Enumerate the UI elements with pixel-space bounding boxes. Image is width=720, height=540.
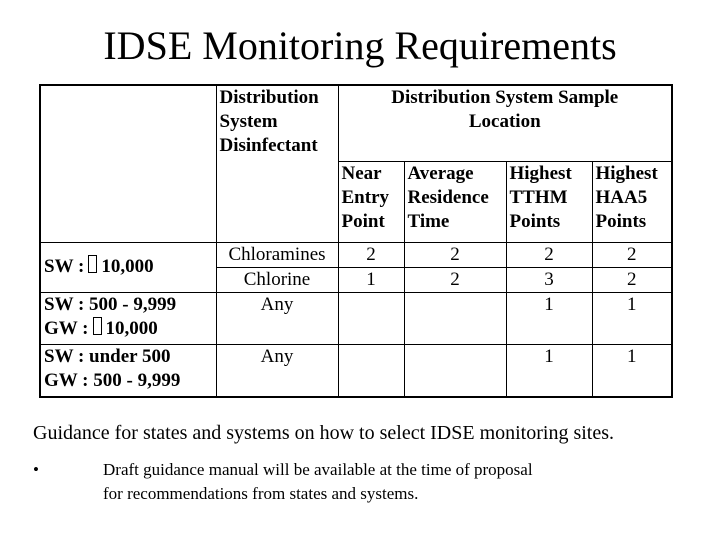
disinfectant-cell: Chloramines bbox=[216, 242, 338, 267]
header-line: Average bbox=[407, 163, 474, 185]
value-cell: 2 bbox=[506, 242, 592, 267]
header-line: Residence bbox=[407, 187, 489, 209]
system-size-cell bbox=[40, 345, 216, 397]
disinfectant-cell: Chlorine bbox=[216, 267, 338, 292]
value-cell: 2 bbox=[592, 267, 672, 292]
system-prefix: GW : bbox=[44, 318, 89, 340]
guidance-text: Guidance for states and systems on how to select IDSE monitoring sites. bbox=[33, 422, 615, 444]
disinfectant-cell: Any bbox=[216, 345, 338, 397]
header-line: Points bbox=[509, 211, 561, 233]
empty-corner-cell bbox=[40, 85, 216, 242]
near-entry-point-header bbox=[338, 162, 404, 242]
value-cell: 2 bbox=[404, 242, 506, 267]
disinfectant-cell: Any bbox=[216, 293, 338, 345]
value-cell: 1 bbox=[506, 345, 592, 397]
header-line: Points bbox=[595, 211, 647, 233]
value-cell: 1 bbox=[592, 293, 672, 345]
system-value: 10,000 bbox=[105, 318, 158, 340]
greater-equal-symbol-icon bbox=[88, 255, 97, 273]
disinfectant-header bbox=[216, 85, 338, 242]
highest-haa5-header bbox=[592, 162, 672, 242]
header-line: Highest bbox=[509, 163, 572, 185]
sample-location-header bbox=[338, 85, 672, 162]
bullet-marker: • bbox=[33, 460, 39, 479]
header-line: Time bbox=[407, 211, 450, 233]
sample-location-header-line: Distribution System Sample bbox=[391, 87, 619, 108]
system-value: 10,000 bbox=[101, 256, 154, 278]
system-line: GW : 500 - 9,999 bbox=[44, 370, 181, 392]
bullet-text bbox=[103, 458, 663, 506]
value-cell bbox=[338, 345, 404, 397]
header-line: Highest bbox=[595, 163, 658, 185]
system-prefix: SW : bbox=[44, 256, 85, 278]
value-cell bbox=[404, 293, 506, 345]
value-cell bbox=[338, 293, 404, 345]
system-size-cell bbox=[40, 293, 216, 345]
value-cell: 1 bbox=[338, 267, 404, 292]
value-cell: 1 bbox=[592, 345, 672, 397]
value-cell: 1 bbox=[506, 293, 592, 345]
value-cell bbox=[404, 345, 506, 397]
system-line bbox=[44, 317, 213, 341]
value-cell: 2 bbox=[404, 267, 506, 292]
header-line: Entry bbox=[341, 187, 389, 209]
sample-location-header-line: Location bbox=[468, 111, 541, 132]
disinfectant-header-line: System bbox=[219, 111, 278, 132]
value-cell: 2 bbox=[592, 242, 672, 267]
header-line: Near bbox=[341, 163, 382, 185]
system-line: SW : 500 - 9,999 bbox=[44, 294, 177, 316]
monitoring-requirements-table bbox=[39, 84, 673, 398]
average-residence-time-header bbox=[404, 162, 506, 242]
header-line: TTHM bbox=[509, 187, 568, 209]
system-line: SW : under 500 bbox=[44, 346, 171, 368]
disinfectant-header-line: Disinfectant bbox=[219, 135, 318, 156]
highest-tthm-header bbox=[506, 162, 592, 242]
system-size-cell bbox=[40, 242, 216, 293]
value-cell: 3 bbox=[506, 267, 592, 292]
slide-title: IDSE Monitoring Requirements bbox=[103, 23, 617, 68]
bullet-line: for recommendations from states and systems. bbox=[103, 484, 419, 503]
disinfectant-header-line: Distribution bbox=[219, 87, 319, 108]
greater-equal-symbol-icon bbox=[93, 317, 102, 335]
value-cell: 2 bbox=[338, 242, 404, 267]
header-line: Point bbox=[341, 211, 385, 233]
bullet-line: Draft guidance manual will be available at the time of proposal bbox=[103, 460, 533, 479]
header-line: HAA5 bbox=[595, 187, 648, 209]
